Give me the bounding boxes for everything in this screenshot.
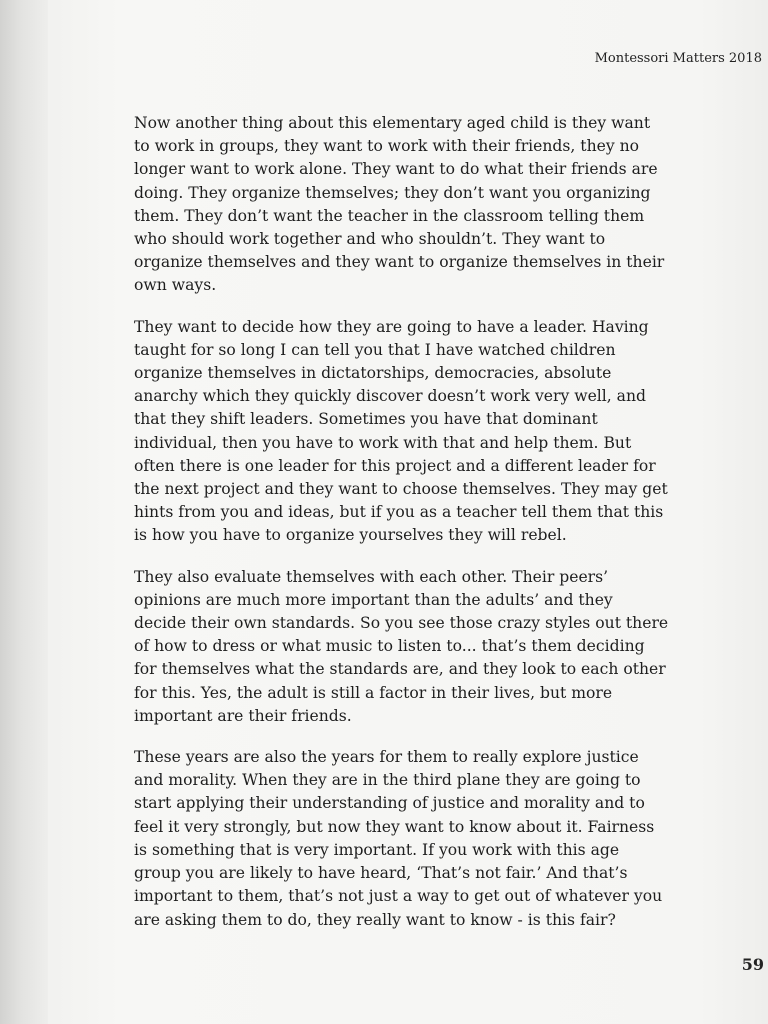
text-line: that they shift leaders. Sometimes you have that dominant (134, 410, 598, 429)
text-line: often there is one leader for this project and a different leader for (134, 456, 656, 475)
text-line: for this. Yes, the adult is still a factor in their lives, but more (134, 683, 613, 702)
text-line: hints from you and ideas, but if you as a teacher tell them that this (134, 503, 664, 522)
text-line: taught for so long I can tell you that I have watched children (134, 340, 616, 359)
text-line: and morality. When they are in the third plane they are going to (134, 771, 641, 790)
paragraph-1 (134, 112, 766, 298)
page-gutter-shadow (0, 0, 48, 1024)
text-line: organize themselves and they want to organize themselves in their (134, 253, 665, 272)
page-number: 59 (741, 955, 764, 974)
text-line: start applying their understanding of justice and morality and to (134, 794, 645, 813)
text-line: longer want to work alone. They want to do what their friends are (134, 160, 658, 179)
paragraph-4 (134, 746, 766, 932)
text-line: important are their friends. (134, 706, 352, 725)
text-line: decide their own standards. So you see those crazy styles out there (134, 614, 669, 633)
text-line: doing. They organize themselves; they don’t want you organizing (134, 183, 651, 202)
text-line: of how to dress or what music to listen to... that’s them deciding (134, 637, 645, 656)
paragraph-2 (134, 316, 766, 548)
text-line: feel it very strongly, but now they want to know about it. Fairness (134, 817, 655, 836)
text-line: They want to decide how they are going to have a leader. Having (134, 317, 649, 336)
text-line: them. They don’t want the teacher in the classroom telling them (134, 206, 645, 225)
text-line: for themselves what the standards are, and they look to each other (134, 660, 666, 679)
text-line: anarchy which they quickly discover doesn’t work very well, and (134, 387, 647, 406)
text-line: individual, then you have to work with that and help them. But (134, 433, 632, 452)
text-line: organize themselves in dictatorships, democracies, absolute (134, 364, 612, 383)
text-line: are asking them to do, they really want to know - is this fair? (134, 910, 616, 929)
text-line: own ways. (134, 276, 217, 295)
text-line: who should work together and who shouldn’t. They want to (134, 230, 606, 249)
text-line: is how you have to organize yourselves they will rebel. (134, 526, 567, 545)
text-line: opinions are much more important than the adults’ and they (134, 590, 613, 609)
text-line: the next project and they want to choose themselves. They may get (134, 480, 668, 499)
text-line: group you are likely to have heard, ‘That’s not fair.’ And that’s (134, 864, 628, 883)
text-line: important to them, that’s not just a way to get out of whatever you (134, 887, 663, 906)
running-header: Montessori Matters 2018 (594, 51, 762, 66)
text-line: is something that is very important. If you work with this age (134, 840, 620, 859)
body-text (134, 112, 766, 950)
text-line: They also evaluate themselves with each other. Their peers’ (134, 567, 609, 586)
paragraph-3 (134, 566, 766, 728)
text-line: Now another thing about this elementary aged child is they want (134, 114, 651, 132)
text-line: to work in groups, they want to work with their friends, they no (134, 137, 640, 156)
text-line: These years are also the years for them to really explore justice (134, 748, 639, 767)
